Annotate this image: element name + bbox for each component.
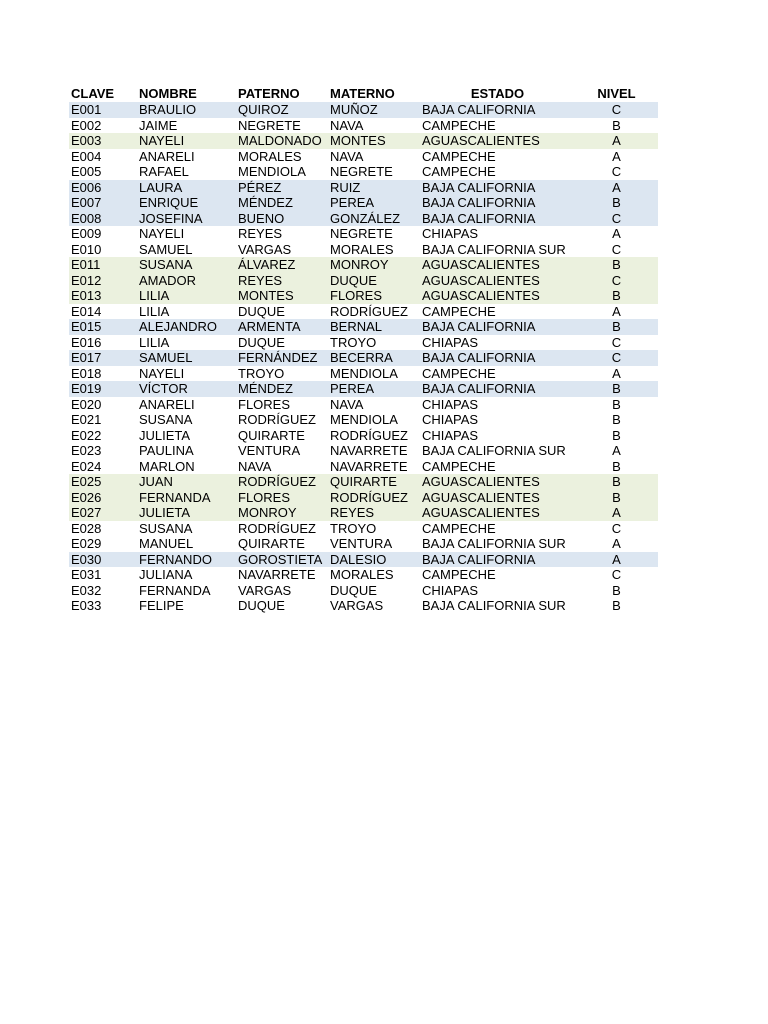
cell-nivel: B [575, 474, 658, 490]
cell-clave: E030 [69, 552, 137, 568]
table-row [69, 598, 658, 614]
cell-clave: E029 [71, 536, 102, 551]
cell-clave: E032 [71, 582, 102, 598]
cell-materno: NEGRETE [330, 164, 393, 179]
cell-estado: AGUASCALIENTES [420, 257, 575, 273]
table-row [69, 257, 658, 273]
cell-materno: MORALES [330, 567, 394, 582]
table-row [69, 304, 658, 320]
cell-materno: GONZÁLEZ [328, 211, 420, 227]
cell-clave: E016 [71, 334, 102, 350]
cell-estado: CHIAPAS [422, 427, 479, 443]
cell-materno: PEREA [328, 381, 420, 397]
cell-nombre: JAIME [139, 117, 178, 133]
cell-estado: BAJA CALIFORNIA SUR [422, 443, 566, 458]
employee-table [69, 86, 658, 614]
cell-nombre: SAMUEL [139, 241, 193, 257]
cell-paterno: QUIROZ [236, 102, 328, 118]
table-row [69, 428, 658, 444]
cell-paterno: RODRÍGUEZ [236, 474, 328, 490]
cell-estado: BAJA CALIFORNIA SUR [422, 241, 566, 257]
column-header-clave: CLAVE [71, 86, 115, 101]
cell-estado: AGUASCALIENTES [420, 273, 575, 289]
cell-paterno: NAVARRETE [238, 567, 316, 582]
cell-materno: QUIRARTE [328, 474, 420, 490]
table-row [69, 149, 658, 165]
cell-paterno: MALDONADO [236, 133, 328, 149]
cell-estado: AGUASCALIENTES [420, 133, 575, 149]
cell-estado: AGUASCALIENTES [420, 474, 575, 490]
cell-nivel: B [575, 381, 658, 397]
cell-materno: RODRÍGUEZ [328, 490, 420, 506]
cell-materno: NAVA [330, 117, 364, 133]
cell-paterno: RODRÍGUEZ [238, 412, 316, 427]
cell-clave: E031 [71, 567, 102, 582]
cell-nombre: ANARELI [139, 396, 195, 412]
cell-nivel: B [612, 582, 621, 598]
cell-nombre: RAFAEL [139, 164, 189, 179]
cell-estado: BAJA CALIFORNIA [420, 102, 575, 118]
cell-nombre: LILIA [139, 303, 170, 319]
cell-clave: E027 [69, 505, 137, 521]
cell-materno: RODRÍGUEZ [330, 427, 408, 443]
cell-estado: BAJA CALIFORNIA [420, 381, 575, 397]
cell-nombre: AMADOR [137, 273, 236, 289]
cell-materno: REYES [328, 505, 420, 521]
cell-nombre: JULIANA [139, 567, 193, 582]
cell-clave: E019 [69, 381, 137, 397]
column-header-nombre: NOMBRE [139, 86, 197, 101]
table-row [69, 366, 658, 382]
cell-estado: BAJA CALIFORNIA [420, 319, 575, 335]
cell-clave: E006 [69, 180, 137, 196]
cell-materno: RUIZ [328, 180, 420, 196]
cell-nombre: NAYELI [139, 226, 185, 241]
table-row [69, 273, 658, 289]
cell-estado: CHIAPAS [422, 334, 479, 350]
cell-nivel: B [612, 412, 621, 427]
table-row [69, 583, 658, 599]
table-row [69, 180, 658, 196]
cell-clave: E008 [69, 211, 137, 227]
cell-paterno: GOROSTIETA [236, 552, 328, 568]
cell-estado: BAJA CALIFORNIA [420, 180, 575, 196]
cell-nombre: NAYELI [139, 365, 185, 381]
cell-nivel: B [575, 257, 658, 273]
cell-nombre: JULIETA [137, 505, 236, 521]
cell-nivel: C [611, 520, 622, 536]
cell-nivel: A [575, 552, 658, 568]
cell-materno: NAVA [330, 396, 364, 412]
cell-nivel: A [612, 365, 621, 381]
cell-clave: E018 [71, 365, 102, 381]
cell-paterno: PÉREZ [236, 180, 328, 196]
cell-nivel: B [612, 427, 621, 443]
cell-materno: FLORES [328, 288, 420, 304]
cell-nivel: B [612, 598, 621, 613]
column-header-paterno: PATERNO [238, 86, 300, 101]
table-row [69, 536, 658, 552]
cell-nivel: C [611, 164, 622, 179]
cell-nombre: LILIA [137, 288, 236, 304]
cell-estado: CHIAPAS [422, 412, 479, 427]
cell-paterno: NAVA [238, 458, 272, 474]
cell-nombre: VÍCTOR [137, 381, 236, 397]
cell-paterno: DUQUE [238, 303, 285, 319]
table-row [69, 490, 658, 506]
cell-nivel: C [575, 211, 658, 227]
cell-paterno: FLORES [236, 490, 328, 506]
cell-nivel: B [575, 195, 658, 211]
table-row [69, 567, 658, 583]
cell-paterno: REYES [238, 226, 283, 241]
cell-materno: DALESIO [328, 552, 420, 568]
column-header-materno: MATERNO [330, 86, 395, 101]
cell-nivel: A [612, 148, 621, 164]
cell-nivel: B [612, 396, 621, 412]
cell-materno: DUQUE [330, 582, 377, 598]
cell-clave: E010 [71, 241, 102, 257]
cell-nivel: A [575, 505, 658, 521]
cell-nombre: FERNANDA [137, 490, 236, 506]
cell-clave: E011 [69, 257, 137, 273]
cell-nombre: BRAULIO [137, 102, 236, 118]
cell-estado: AGUASCALIENTES [420, 288, 575, 304]
cell-paterno: FLORES [238, 396, 291, 412]
cell-nombre: ALEJANDRO [137, 319, 236, 335]
cell-estado: CHIAPAS [422, 582, 479, 598]
cell-nivel: C [611, 567, 622, 582]
cell-clave: E012 [69, 273, 137, 289]
cell-materno: MONROY [328, 257, 420, 273]
table-row [69, 319, 658, 335]
cell-clave: E028 [71, 520, 102, 536]
cell-clave: E020 [71, 396, 102, 412]
cell-clave: E023 [71, 443, 102, 458]
cell-estado: CAMPECHE [422, 117, 496, 133]
cell-paterno: VENTURA [238, 443, 301, 458]
cell-clave: E024 [71, 458, 102, 474]
table-row [69, 521, 658, 537]
cell-materno: VARGAS [330, 598, 384, 613]
cell-nivel: C [575, 102, 658, 118]
cell-paterno: ARMENTA [236, 319, 328, 335]
cell-materno: MENDIOLA [330, 412, 398, 427]
cell-estado: BAJA CALIFORNIA [420, 211, 575, 227]
table-row [69, 443, 658, 459]
cell-nivel: A [612, 303, 621, 319]
cell-materno: TROYO [330, 334, 377, 350]
cell-materno: TROYO [330, 520, 377, 536]
cell-materno: PEREA [328, 195, 420, 211]
table-row [69, 133, 658, 149]
cell-nombre: ENRIQUE [137, 195, 236, 211]
header-row [69, 86, 658, 102]
cell-clave: E004 [71, 148, 102, 164]
table-row [69, 397, 658, 413]
cell-clave: E013 [69, 288, 137, 304]
cell-clave: E026 [69, 490, 137, 506]
cell-nivel: A [575, 133, 658, 149]
cell-materno: DUQUE [328, 273, 420, 289]
cell-nombre: JULIETA [139, 427, 191, 443]
cell-estado: BAJA CALIFORNIA [420, 350, 575, 366]
cell-estado: BAJA CALIFORNIA SUR [422, 598, 566, 613]
cell-nivel: B [575, 490, 658, 506]
column-header-nivel: NIVEL [597, 86, 636, 101]
cell-estado: CAMPECHE [422, 365, 496, 381]
cell-paterno: VARGAS [238, 582, 292, 598]
cell-estado: BAJA CALIFORNIA [420, 195, 575, 211]
cell-clave: E021 [71, 412, 102, 427]
table-body [69, 102, 658, 614]
table-row [69, 474, 658, 490]
cell-nivel: C [575, 273, 658, 289]
table-row [69, 164, 658, 180]
cell-nombre: SUSANA [137, 257, 236, 273]
cell-paterno: DUQUE [238, 334, 285, 350]
cell-clave: E033 [71, 598, 102, 613]
cell-clave: E002 [71, 117, 102, 133]
cell-nivel: C [575, 350, 658, 366]
table-row [69, 459, 658, 475]
cell-estado: AGUASCALIENTES [420, 490, 575, 506]
cell-materno: BECERRA [328, 350, 420, 366]
cell-paterno: FERNÁNDEZ [236, 350, 328, 366]
cell-materno: VENTURA [330, 536, 393, 551]
cell-nombre: FERNANDA [139, 582, 211, 598]
spreadsheet-area [69, 86, 658, 614]
cell-paterno: REYES [236, 273, 328, 289]
table-row [69, 381, 658, 397]
cell-materno: NAVARRETE [330, 443, 408, 458]
table-row [69, 412, 658, 428]
cell-paterno: DUQUE [238, 598, 285, 613]
cell-nombre: JOSEFINA [137, 211, 236, 227]
cell-paterno: MONTES [236, 288, 328, 304]
cell-nombre: LAURA [137, 180, 236, 196]
cell-clave: E003 [69, 133, 137, 149]
cell-estado: CAMPECHE [422, 148, 496, 164]
cell-nivel: A [575, 180, 658, 196]
cell-nivel: B [612, 458, 621, 474]
cell-clave: E025 [69, 474, 137, 490]
cell-clave: E022 [71, 427, 102, 443]
cell-nombre: MANUEL [139, 536, 194, 551]
cell-nombre: FELIPE [139, 598, 184, 613]
column-header-estado: ESTADO [470, 86, 525, 101]
cell-nombre: SUSANA [139, 520, 193, 536]
cell-paterno: MONROY [236, 505, 328, 521]
cell-nivel: A [612, 226, 621, 241]
cell-estado: CAMPECHE [422, 303, 496, 319]
table-row [69, 195, 658, 211]
cell-nombre: LILIA [139, 334, 170, 350]
cell-estado: CAMPECHE [422, 458, 496, 474]
cell-estado: BAJA CALIFORNIA [420, 552, 575, 568]
table-row [69, 118, 658, 134]
cell-materno: NEGRETE [330, 226, 393, 241]
table-row [69, 226, 658, 242]
cell-materno: BERNAL [328, 319, 420, 335]
cell-nivel: A [612, 443, 621, 458]
cell-paterno: MENDIOLA [238, 164, 306, 179]
cell-estado: CHIAPAS [422, 396, 479, 412]
cell-paterno: MÉNDEZ [236, 195, 328, 211]
cell-estado: CHIAPAS [422, 226, 479, 241]
table-row [69, 211, 658, 227]
cell-nivel: B [612, 117, 621, 133]
cell-paterno: MORALES [238, 148, 302, 164]
cell-nombre: PAULINA [139, 443, 194, 458]
cell-paterno: TROYO [238, 365, 285, 381]
cell-materno: MORALES [330, 241, 394, 257]
cell-materno: NAVA [330, 148, 364, 164]
cell-nivel: C [611, 241, 622, 257]
cell-paterno: VARGAS [238, 241, 292, 257]
table-row [69, 288, 658, 304]
cell-nombre: FERNANDO [137, 552, 236, 568]
cell-nombre: NAYELI [137, 133, 236, 149]
cell-estado: CAMPECHE [422, 520, 496, 536]
cell-paterno: QUIRARTE [238, 427, 305, 443]
cell-paterno: MÉNDEZ [236, 381, 328, 397]
cell-estado: CAMPECHE [422, 567, 496, 582]
cell-clave: E001 [69, 102, 137, 118]
cell-nivel: B [575, 319, 658, 335]
cell-materno: MONTES [328, 133, 420, 149]
cell-clave: E009 [71, 226, 102, 241]
cell-materno: MUÑOZ [328, 102, 420, 118]
table-row [69, 552, 658, 568]
table-row [69, 242, 658, 258]
cell-clave: E017 [69, 350, 137, 366]
cell-clave: E015 [69, 319, 137, 335]
table-row [69, 350, 658, 366]
cell-nivel: A [612, 536, 621, 551]
cell-clave: E007 [69, 195, 137, 211]
cell-clave: E014 [71, 303, 102, 319]
cell-clave: E005 [71, 164, 102, 179]
cell-nombre: JUAN [137, 474, 236, 490]
cell-nivel: B [575, 288, 658, 304]
cell-nivel: C [611, 334, 622, 350]
table-row [69, 335, 658, 351]
cell-nombre: SUSANA [139, 412, 193, 427]
cell-materno: RODRÍGUEZ [330, 303, 408, 319]
cell-paterno: RODRÍGUEZ [238, 520, 316, 536]
cell-estado: AGUASCALIENTES [420, 505, 575, 521]
cell-estado: BAJA CALIFORNIA SUR [422, 536, 566, 551]
cell-nombre: ANARELI [139, 148, 195, 164]
table-row [69, 505, 658, 521]
cell-paterno: QUIRARTE [238, 536, 305, 551]
cell-materno: NAVARRETE [330, 458, 408, 474]
cell-nombre: MARLON [139, 458, 195, 474]
cell-nombre: SAMUEL [137, 350, 236, 366]
table-row [69, 102, 658, 118]
cell-estado: CAMPECHE [422, 164, 496, 179]
cell-materno: MENDIOLA [330, 365, 398, 381]
cell-paterno: NEGRETE [238, 117, 301, 133]
cell-paterno: BUENO [236, 211, 328, 227]
cell-paterno: ÁLVAREZ [236, 257, 328, 273]
